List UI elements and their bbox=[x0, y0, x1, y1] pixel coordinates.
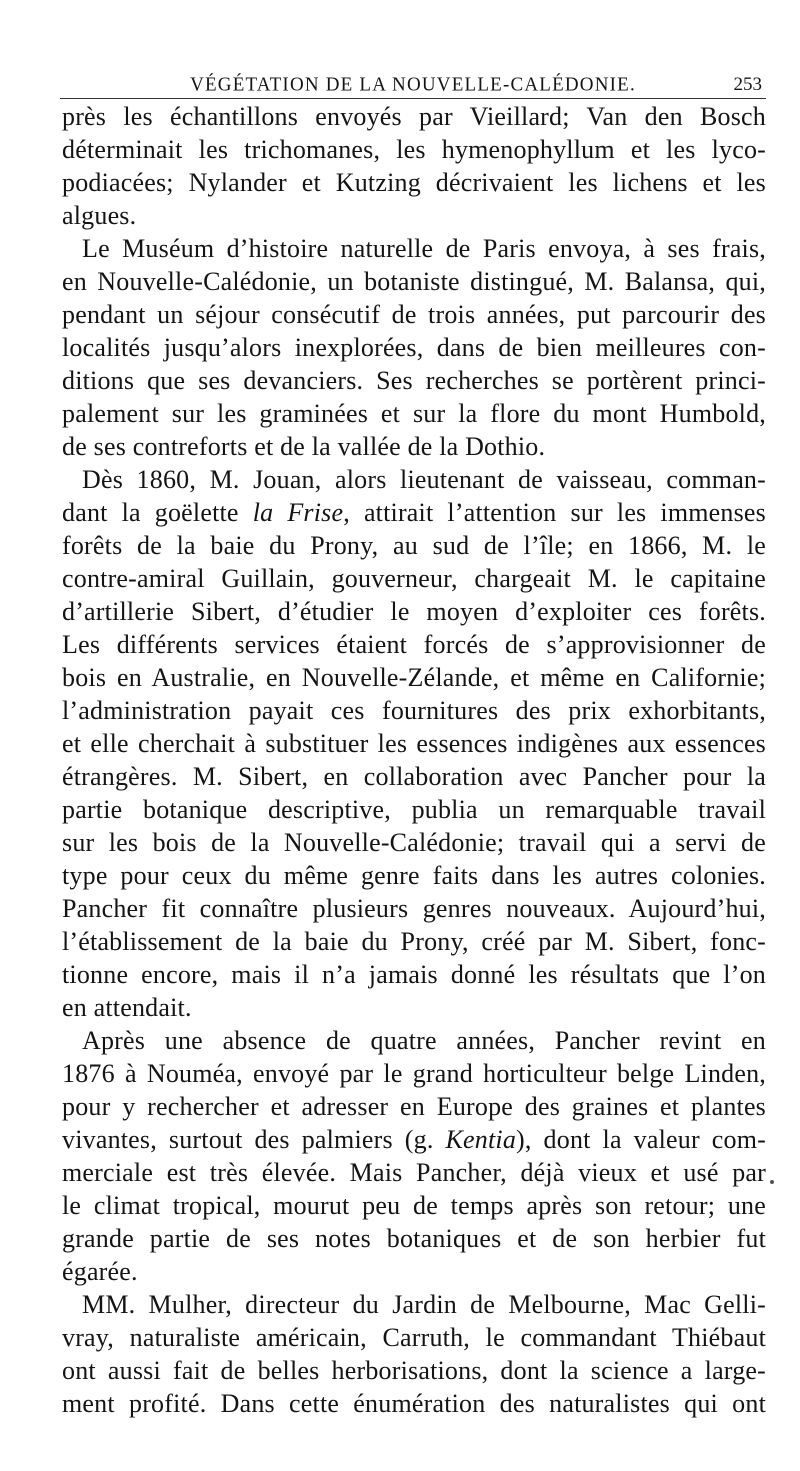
text-line: grande partie de ses notes botaniques et de son herbier fut bbox=[62, 1224, 766, 1253]
text-line: déterminait les trichomanes, les hymenophyllum et les lyco- bbox=[62, 135, 766, 164]
text-line: pendant un séjour consécutif de trois années, put parcourir des bbox=[62, 300, 766, 329]
text-line: le climat tropical, mourut peu de temps après son retour; une bbox=[62, 1191, 766, 1220]
running-header bbox=[60, 68, 766, 99]
text-line: contre-amiral Guillain, gouverneur, chargeait M. le capitaine bbox=[62, 564, 766, 593]
text-line: l’établissement de la baie du Prony, créé par M. Sibert, fonc- bbox=[62, 927, 766, 956]
text-line: 1876 à Nouméa, envoyé par le grand horticulteur belge Linden, bbox=[62, 1059, 766, 1088]
text-line: Les différents services étaient forcés de s’approvisionner de bbox=[62, 630, 766, 659]
text-line: forêts de la baie du Prony, au sud de l’île; en 1866, M. le bbox=[62, 531, 766, 560]
text-line: algues. bbox=[62, 201, 137, 230]
text-line: vray, naturaliste américain, Carruth, le commandant Thiébaut bbox=[62, 1323, 766, 1352]
text-line: d’artillerie Sibert, d’étudier le moyen d’exploiter ces forêts. bbox=[62, 597, 766, 626]
text-line: et elle cherchait à substituer les essences indigènes aux essences bbox=[62, 729, 766, 758]
text-line: localités jusqu’alors inexplorées, dans de bien meilleures con- bbox=[62, 333, 766, 362]
paper-speck bbox=[770, 1180, 774, 1184]
text-line: Dès 1860, M. Jouan, alors lieutenant de vaisseau, comman- bbox=[82, 465, 766, 494]
text-line: de ses contreforts et de la vallée de la Dothio. bbox=[62, 432, 546, 461]
text-line: pour y rechercher et adresser en Europe des graines et plantes bbox=[62, 1092, 766, 1121]
text-line: merciale est très élevée. Mais Pancher, déjà vieux et usé par bbox=[62, 1158, 766, 1187]
text-line: palement sur les graminées et sur la flore du mont Humbold, bbox=[62, 399, 766, 428]
text-line: en attendait. bbox=[62, 993, 192, 1022]
page-number: 253 bbox=[733, 74, 762, 95]
body-text bbox=[62, 100, 766, 1420]
text-line: partie botanique descriptive, publia un remarquable travail bbox=[62, 795, 766, 824]
text-line: ditions que ses devanciers. Ses recherches se portèrent princi- bbox=[62, 366, 766, 395]
text-line: type pour ceux du même genre faits dans les autres colonies. bbox=[62, 861, 766, 890]
text-line: étrangères. M. Sibert, en collaboration avec Pancher pour la bbox=[62, 762, 766, 791]
text-line: égarée. bbox=[62, 1257, 138, 1286]
text-line: vivantes, surtout des palmiers (g. Kentia), dont la valeur com- bbox=[62, 1125, 766, 1154]
text-line: tionne encore, mais il n’a jamais donné les résultats que l’on bbox=[62, 960, 766, 989]
text-line: podiacées; Nylander et Kutzing décrivaient les lichens et les bbox=[62, 168, 766, 197]
text-line: l’administration payait ces fournitures des prix exhorbitants, bbox=[62, 696, 766, 725]
text-line: Pancher fit connaître plusieurs genres nouveaux. Aujourd’hui, bbox=[62, 894, 766, 923]
text-line: bois en Australie, en Nouvelle-Zélande, et même en Californie; bbox=[62, 663, 766, 692]
text-line: dant la goëlette la Frise, attirait l’attention sur les immenses bbox=[62, 498, 766, 527]
text-line: Le Muséum d’histoire naturelle de Paris envoya, à ses frais, bbox=[82, 234, 766, 263]
text-line: près les échantillons envoyés par Vieillard; Van den Bosch bbox=[62, 102, 766, 131]
text-line: ont aussi fait de belles herborisations, dont la science a large- bbox=[62, 1356, 766, 1385]
text-line: ment profité. Dans cette énumération des naturalistes qui ont bbox=[62, 1389, 766, 1418]
text-line: en Nouvelle-Calédonie, un botaniste distingué, M. Balansa, qui, bbox=[62, 267, 766, 296]
running-title: VÉGÉTATION DE LA NOUVELLE-CALÉDONIE. bbox=[190, 73, 636, 96]
text-line: Après une absence de quatre années, Pancher revint en bbox=[82, 1026, 766, 1055]
text-line: MM. Mulher, directeur du Jardin de Melbourne, Mac Gelli- bbox=[82, 1290, 766, 1319]
text-line: sur les bois de la Nouvelle-Calédonie; travail qui a servi de bbox=[62, 828, 766, 857]
